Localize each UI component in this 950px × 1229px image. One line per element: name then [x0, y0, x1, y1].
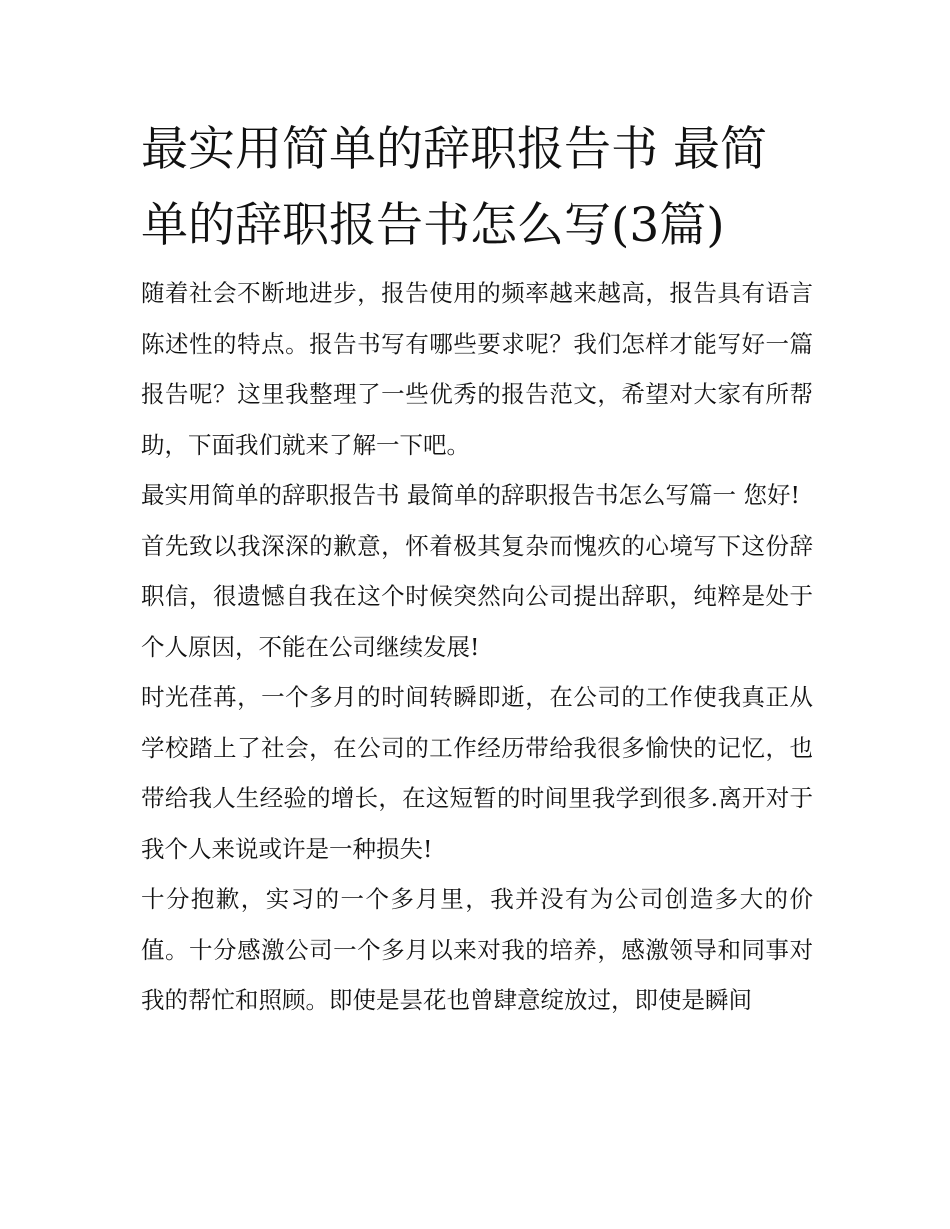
gratitude-paragraph: 十分抱歉，实习的一个多月里，我并没有为公司创造多大的价值。十分感激公司一个多月以来对我的培养，感激领导和同事对我的帮忙和照顾。即使是昙花也曾肆意绽放过，即使是瞬间 — [141, 885, 813, 1014]
apology-paragraph: 首先致以我深深的歉意，怀着极其复杂而愧疚的心境写下这份辞职信，很遗憾自我在这个时候突然向公司提出辞职，纯粹是处于个人原因，不能在公司继续发展! — [141, 531, 813, 661]
experience-paragraph: 时光荏苒，一个多月的时间转瞬即逝，在公司的工作使我真正从学校踏上了社会，在公司的工作经历带给我很多愉快的记忆，也带给我人生经验的增长，在这短暂的时间里我学到很多.离开对于我个人来说或许是一种损失! — [141, 683, 813, 863]
section-heading-paragraph: 最实用简单的辞职报告书 最简单的辞职报告书怎么写篇一 您好! — [141, 481, 800, 509]
document-body — [141, 112, 813, 1026]
intro-paragraph: 随着社会不断地进步，报告使用的频率越来越高，报告具有语言陈述性的特点。报告书写有哪些要求呢？我们怎样才能写好一篇报告呢？这里我整理了一些优秀的报告范文，希望对大家有所帮助，下面我们就来了解一下吧。 — [141, 279, 813, 459]
document-title: 最实用简单的辞职报告书 最简单的辞职报告书怎么写(3篇) — [141, 122, 767, 253]
document-paragraphs — [141, 268, 813, 1026]
